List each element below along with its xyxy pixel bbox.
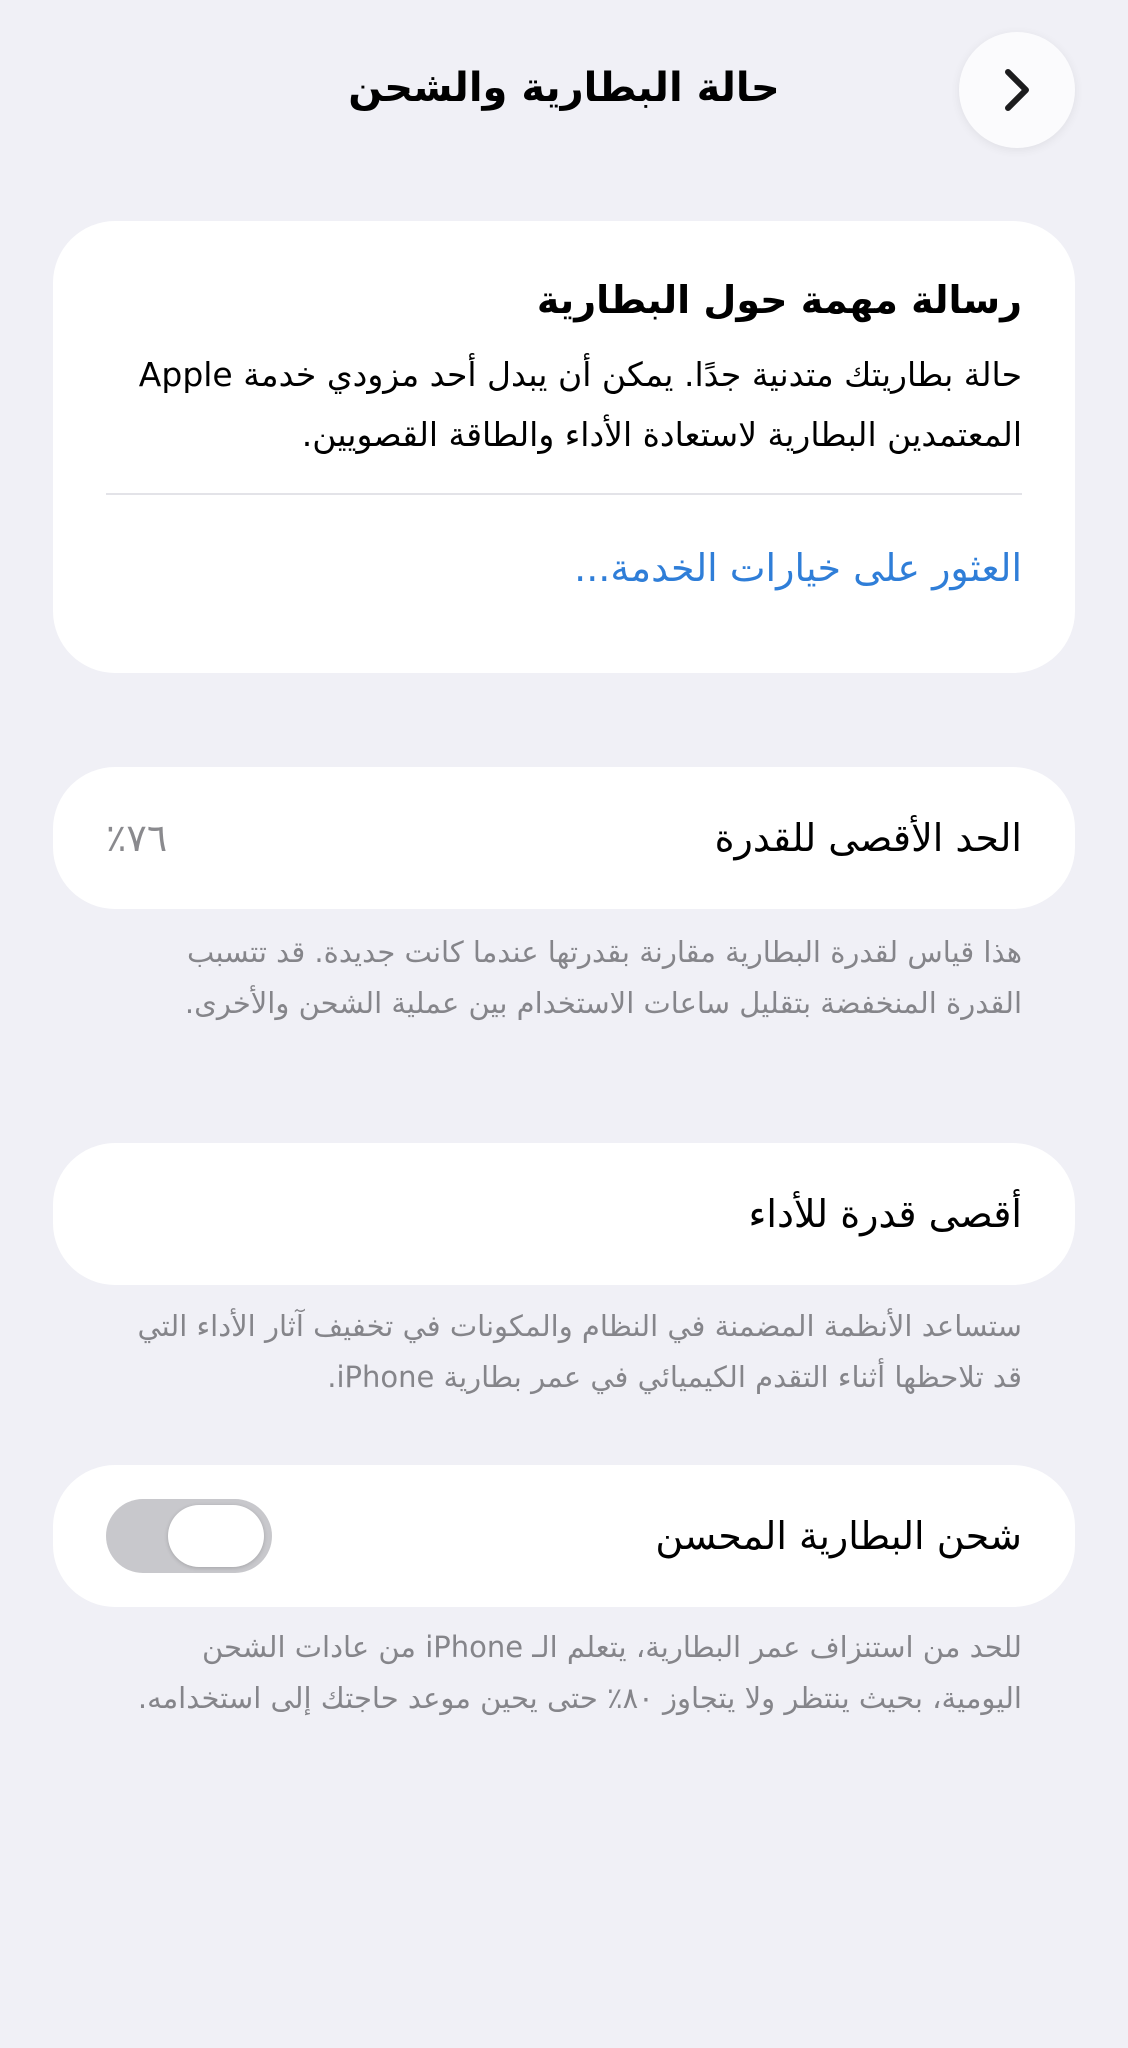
optimized-charging-row [53, 1465, 1075, 1607]
maximum-capacity-footnote: هذا قياس لقدرة البطارية مقارنة بقدرتها عندما كانت جديدة. قد تتسبب القدرة المنخفضة بتقليل ساعات الاستخدام بين عملية الشحن والأخرى. [184, 935, 1022, 1020]
page-title: حالة البطارية والشحن [348, 65, 780, 111]
optimized-charging-toggle[interactable] [106, 1499, 272, 1573]
back-button[interactable] [959, 32, 1075, 148]
toggle-knob [168, 1505, 264, 1567]
peak-performance-footnote: ستساعد الأنظمة المضمنة في النظام والمكونات في تخفيف آثار الأداء التي قد تلاحظها أثناء التقدم الكيميائي في عمر بطارية iPhone. [137, 1309, 1022, 1394]
battery-message-card [53, 221, 1075, 673]
peak-performance-row [53, 1143, 1075, 1285]
maximum-capacity-row [53, 767, 1075, 909]
peak-performance-label: أقصى قدرة للأداء [748, 1192, 1022, 1236]
battery-message-body: حالة بطاريتك متدنية جدًا. يمكن أن يبدل أحد مزودي خدمة Apple المعتمدين البطارية لاستعادة الأداء والطاقة القصويين. [138, 355, 1022, 454]
battery-message-title: رسالة مهمة حول البطارية [536, 278, 1022, 322]
chevron-right-icon [999, 66, 1035, 114]
find-service-options-link[interactable]: العثور على خيارات الخدمة... [574, 546, 1022, 590]
maximum-capacity-label: الحد الأقصى للقدرة [714, 816, 1022, 860]
maximum-capacity-value: ٧٦٪ [106, 816, 168, 860]
optimized-charging-footnote: للحد من استنزاف عمر البطارية، يتعلم الـ iPhone من عادات الشحن اليومية، بحيث ينتظر ولا يتجاوز ٨٠٪ حتى يحين موعد حاجتك إلى استخدامه. [137, 1630, 1022, 1715]
optimized-charging-label: شحن البطارية المحسن [655, 1514, 1022, 1558]
divider [106, 493, 1022, 495]
